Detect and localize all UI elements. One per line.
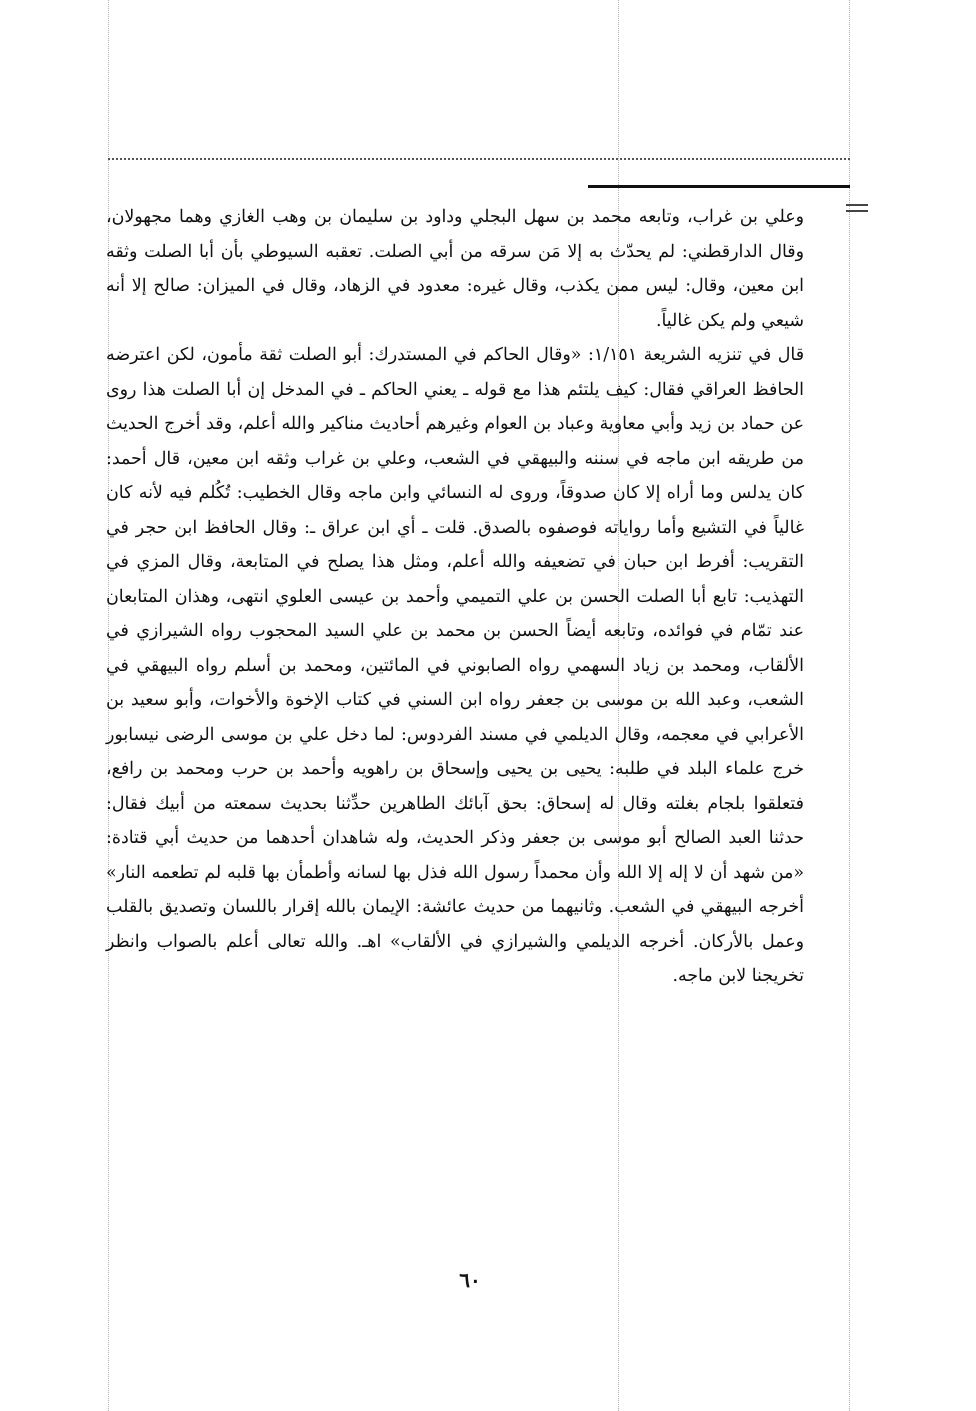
footnote-paragraph-1: وعلي بن غراب، وتابعه محمد بن سهل البجلي وداود بن سليمان بن وهب الغازي وهما مجهولان، وقال الدارقطني: لم يحدّث به إلا مَن سرقه من أبي الصلت. تعقبه السيوطي بأن أبا الصلت وثقه ابن معين، وقال: ليس ممن يكذب، وقال غيره: معدود في الزهاد، وقال في الميزان: صالح إلا أنه شيعي ولم يكن غالياً.: [106, 207, 804, 331]
margin-marker: [846, 204, 868, 214]
footnote-paragraph-2: قال في تنزيه الشريعة ١/١٥١: «وقال الحاكم في المستدرك: أبو الصلت ثقة مأمون، لكن اعترضه الحافظ العراقي فقال: كيف يلتئم هذا مع قوله ـ يعني الحاكم ـ في المدخل إن أبا الصلت هذا روى عن حماد بن زيد وأبي معاوية وعباد بن العوام وغيرهم أحاديث مناكير والله أعلم، وقد أخرج الحديث من طريقه ابن ماجه في سننه والبيهقي في الشعب، وعلي بن غراب وثقه ابن معين، قال أحمد: كان يدلس وما أراه إلا كان صدوقاً، وروى له النسائي وابن ماجه وقال الخطيب: تُكُلم فيه لأنه كان غالياً في التشيع وأما رواياته فوصفوه بالصدق. قلت ـ أي ابن عراق ـ: وقال الحافظ ابن حجر في التقريب: أفرط ابن حبان في تضعيفه والله أعلم، ومثل هذا يصلح في المتابعة، وقال المزي في التهذيب: تابع أبا الصلت الحسن بن علي التميمي وأحمد بن عيسى العلوي انتهى، وهذان المتابعان عند تمّام في فوائده، وتابعه أيضاً الحسن بن محمد بن علي السيد المحجوب رواه الشيرازي في الألقاب، ومحمد بن زياد السهمي رواه الصابوني في المائتين، ومحمد بن أسلم رواه البيهقي في الشعب، وعبد الله بن موسى بن جعفر رواه ابن السني في كتاب الإخوة والأخوات، وأبو سعيد بن الأعرابي في معجمه، وقال الديلمي في مسند الفردوس: لما دخل علي بن موسى الرضى نيسابور خرج علماء البلد في طلبه: يحيى بن يحيى وإسحاق بن راهويه وأحمد بن حرب ومحمد بن رافع، فتعلقوا بلجام بغلته وقال له إسحاق: بحق آبائك الطاهرين حدِّثنا بحديث سمعته من أبيك فقال: حدثنا العبد الصالح أبو موسى بن جعفر وذكر الحديث، وله شاهدان أحدهما من حديث أبي قتادة: «من شهد أن لا إله إلا الله وأن محمداً رسول الله فذل بها لسانه وأطمأن بها قلبه لم تطعمه النار» أخرجه البيهقي في الشعب. وثانيهما من حديث عائشة: الإيمان بالله إقرار باللسان وتصديق بالقلب وعمل بالأركان. أخرجه الديلمي والشيرازي في الألقاب» اهـ. والله تعالى أعلم بالصواب وانظر تخريجنا لابن ماجه.: [106, 345, 805, 986]
dotted-header-rule: [108, 158, 850, 160]
footnote-separator: [588, 185, 850, 188]
page-number: ٦٠: [459, 1268, 481, 1292]
footnote-text: [106, 200, 804, 994]
